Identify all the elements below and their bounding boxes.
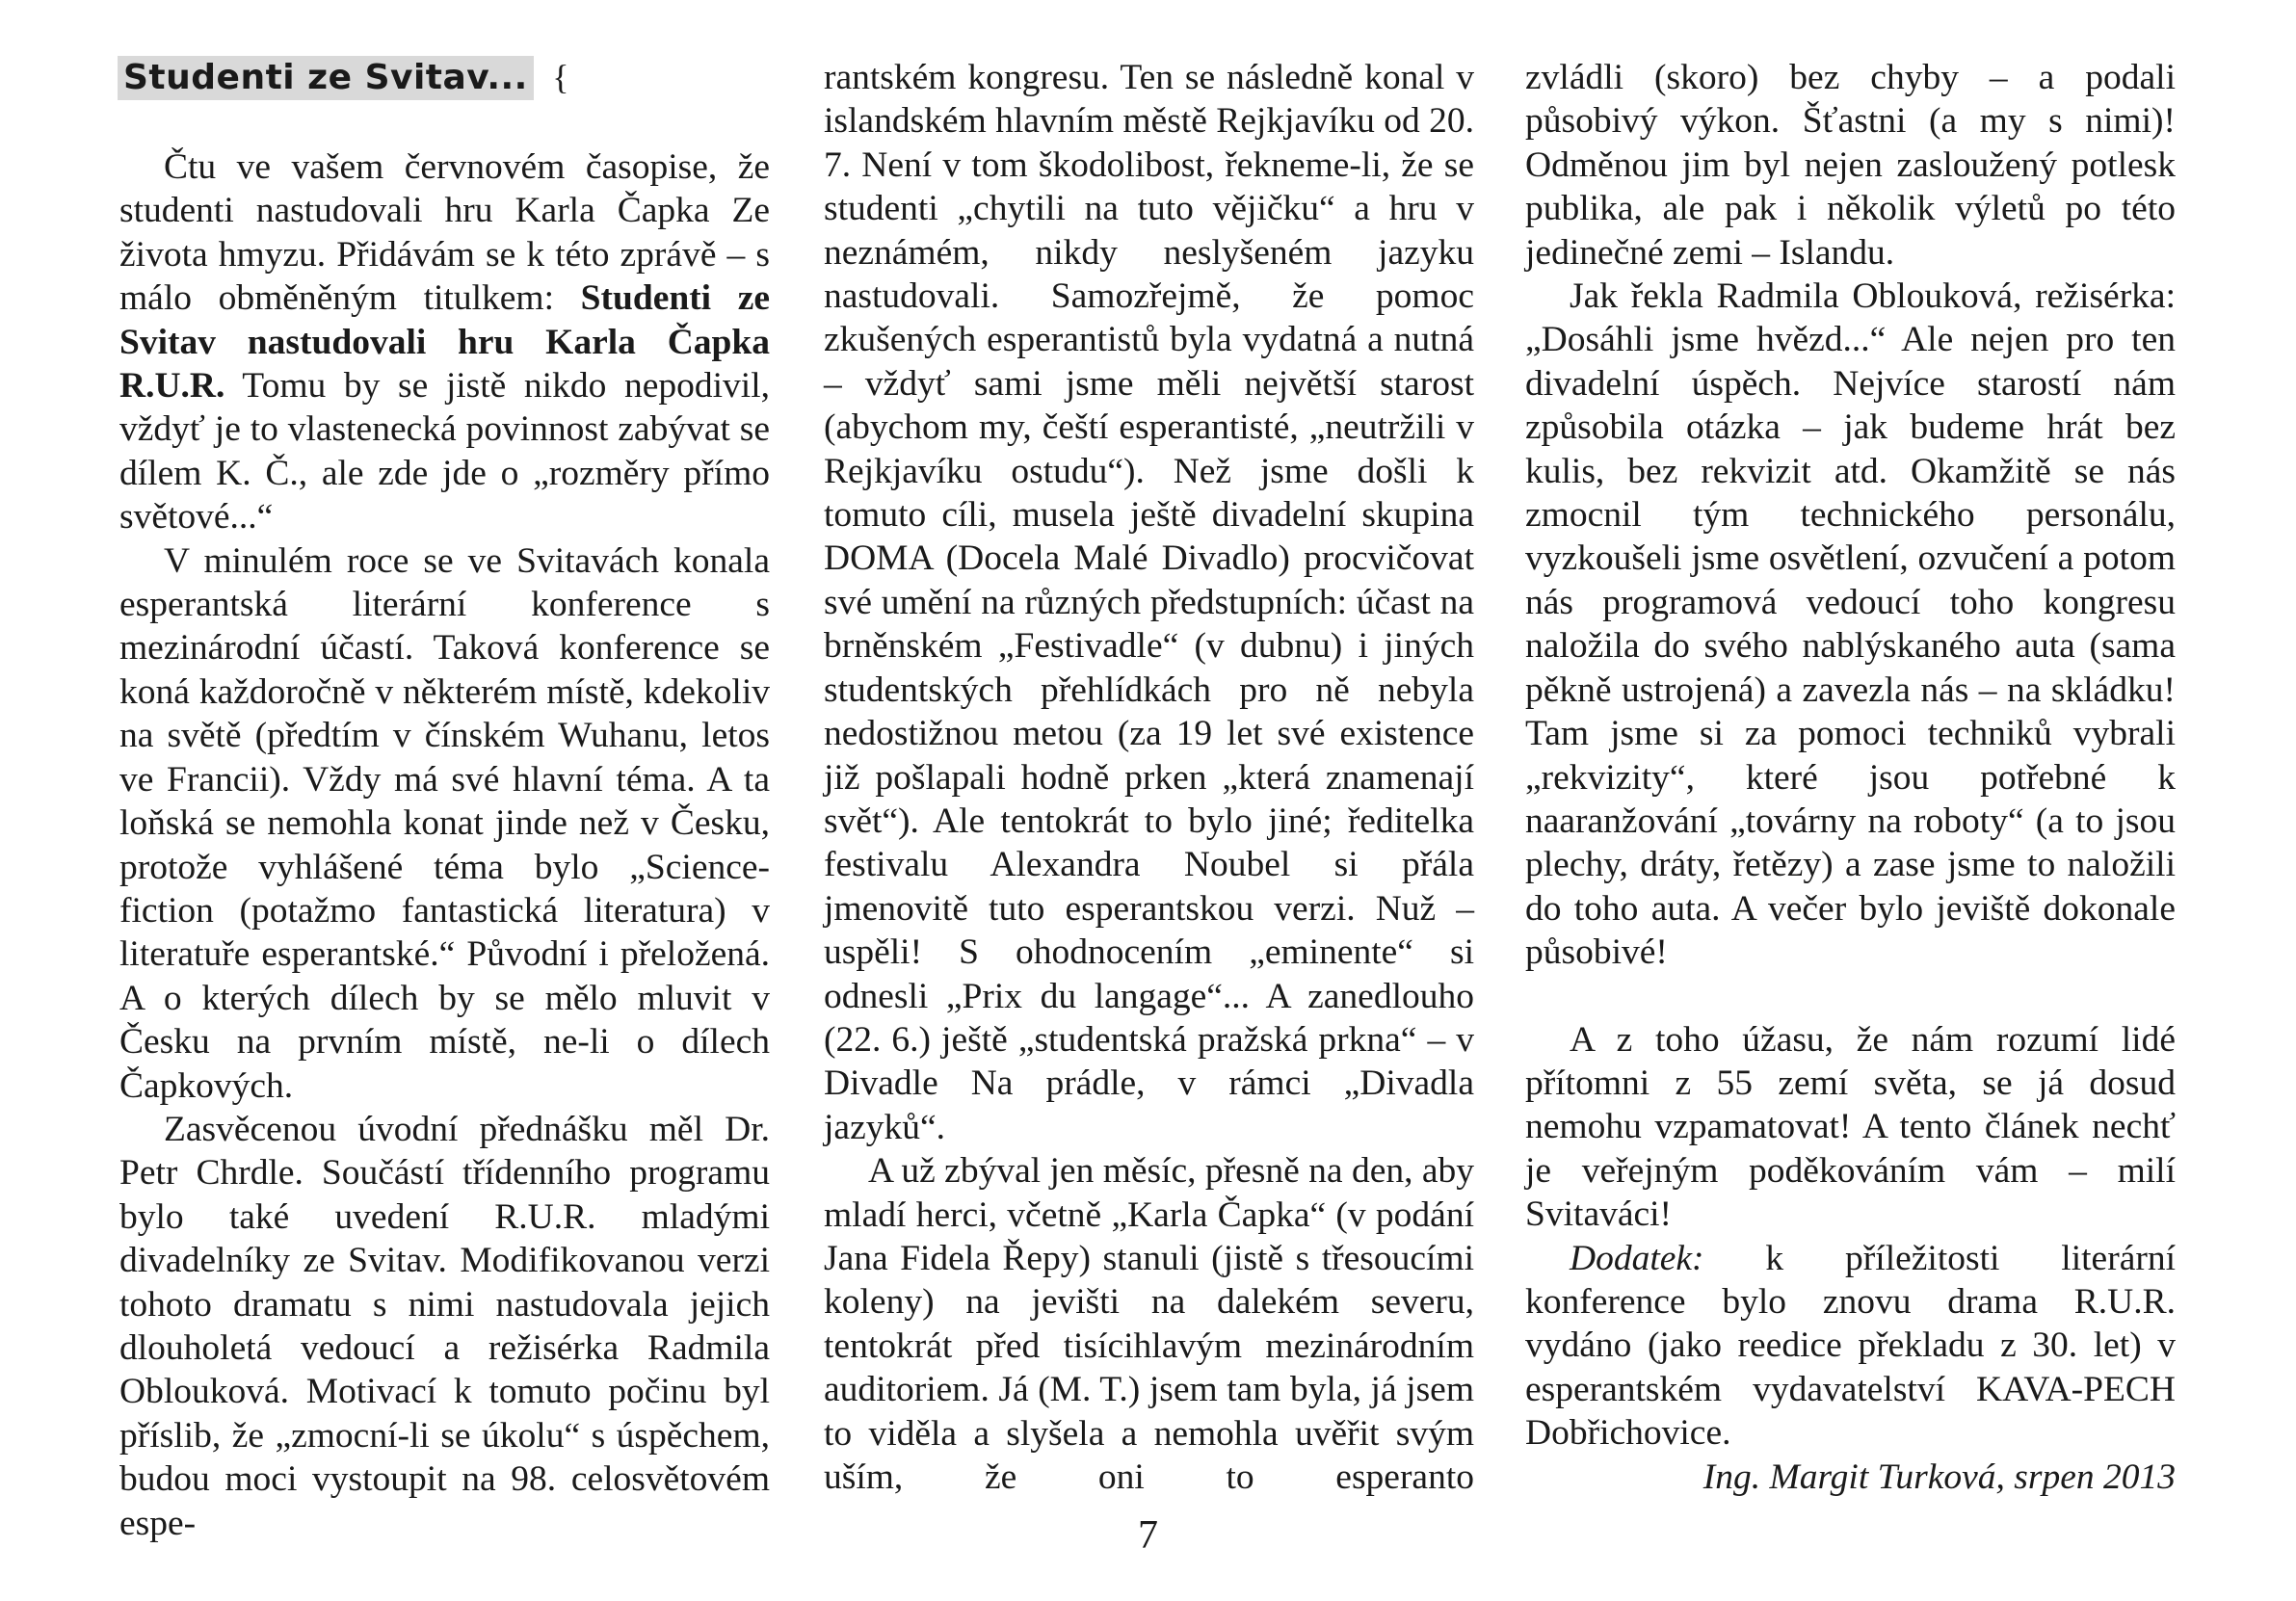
paragraph-intro <box>119 145 770 539</box>
article-column-3 <box>1525 56 2176 1499</box>
addendum-text: k příležitosti literární konference bylo znovu drama R.U.R. vydáno (jako reedice překladu z 30. let) v esperantském vydavatelství KAVA-PECH Dobřichovice. <box>1525 1238 2176 1454</box>
paragraph-congress: rantském kongresu. Ten se následně konal v islandském hlavním městě Rejkjavíku od 20. 7. Není v tom škodolibost, řekneme-li, že se studenti „chytili na tuto vějičku“ a hru v neznámém, nikdy neslyšeném jazyku nastudovali. Samozřejmě, že pomoc zkušených esperantistů byla vydatná a nutná – vždyť sami jsme měli největší starost (abychom my, čeští esperantisté, „neutržili v Rejkjavíku ostudu“). Než jsme došli k tomuto cíli, musela ještě divadelní skupina DOMA (Docela Malé Divadlo) procvičovat své umění na různých předstupních: účast na brněnském „Festivadle“ (v dubnu) i jiných studentských přehlídkách pro ně nebyla nedostižnou metou (za 19 let své existence již pošlapali hodně prken „která znamenají svět“). Ale tentokrát to bylo jiné; ředitelka festivalu Alexandra Noubel si přála jmenovitě tuto esperantskou verzi. Nuž – uspěli! S ohodnocením „eminente“ si odnesli „Prix du langage“... A zanedlouho (22. 6.) ještě „studentská pražská prkna“ – v Divadle Na prádle, v rámci „Divadla jazyků“. <box>824 58 1474 1147</box>
paragraph-gap <box>1525 975 2176 1018</box>
paragraph-lecture: Zasvěcenou úvodní přednášku měl Dr. Petr Chrdle. Součástí třídenního programu bylo také uvedení R.U.R. mladými divadelníky ze Svitav. Modifikovanou verzi tohoto dramatu s nimi nastudovala jejich dlouholetá vedoucí a režisérka Radmila Oblouková. Motivací k tomuto počinu byl příslib, že „zmocní-li se úkolu“ s úspěchem, budou moci vystoupit na 98. celosvětovém espe- <box>119 1109 770 1543</box>
paragraph-director: Jak řekla Radmila Oblouková, režisérka: „Dosáhli jsme hvězd...“ Ale nejen pro ten divadelní úspěch. Nejvíce starostí nám způsobila otázka – jak budeme hrát bez kulis, bez rekvizit atd. Okamžitě se nás zmocnil tým technického personálu, vyzkoušeli jsme osvětlení, ozvučení a potom nás programová vedoucí toho kongresu naložila do svého nablýskaného auta (sama pěkně ustrojená) a zavezla nás – na skládku! Tam jsme si za pomoci techniků vybrali „rekvizity“, které jsou potřebné k naaranžování „továrny na roboty“ (a to jsou plechy, dráty, řetězy) a zase jsme to naložili do toho auta. A večer bylo jeviště dokonale působivé! <box>1525 276 2176 973</box>
page-number: 7 <box>1138 1513 1158 1558</box>
paragraph-month: A už zbýval jen měsíc, přesně na den, aby mladí herci, včetně „Karla Čapka“ (v podání Jana Fidela Řepy) stanuli (jistě s třesoucími koleny) na jevišti na dalekém severu, tentokrát před tisícihlavým mezinárodním auditoriem. Já (M. T.) jsem tam byla, já jsem to viděla a slyšela a nemohla uvěřit svým uším, že oni to esperanto <box>824 1151 1474 1497</box>
headline-wrap <box>118 56 770 100</box>
paragraph-addendum <box>1525 1237 2176 1456</box>
paragraph-intro-text-a: Čtu ve vašem červnovém časopise, že studenti nastudovali hru Karla Čapka Ze života hmyzu. Přidávám se k této zprávě – s málo obměněným titulkem: <box>119 147 770 319</box>
article-column-2 <box>824 56 1474 1499</box>
paragraph-intro-bold: Studenti ze Svitav nastudovali hru Karla Čapka R.U.R. <box>119 278 771 407</box>
article-column-1 <box>119 56 770 1545</box>
paragraph-conference: V minulém roce se ve Svitavách konala esperantská literární konference s mezinárodní účastí. Taková konference se koná každoročně v některém místě, kdekoliv na světě (předtím v čínském Wuhanu, letos ve Francii). Vždy má své hlavní téma. A ta loňská se nemohla konat jinde než v Česku, protože vyhlášené téma bylo „Science-fiction (potažmo fantastická literatura) v literatuře esperantské.“ Původní i přeložená. A o kterých dílech by se mělo mluvit v Česku na prvním místě, ne-li o dílech Čapkových. <box>119 540 770 1106</box>
paragraph-success: zvládli (skoro) bez chyby – a podali působivý výkon. Šťastni (a my s nimi)! Odměnou jim byl nejen zasloužený potlesk publika, ale pak i několik výletů po této jedinečné zemi – Islandu. <box>1525 58 2176 273</box>
title-mark: { <box>552 58 569 96</box>
article-title: Studenti ze Svitav... <box>118 56 534 100</box>
author-signature: Ing. Margit Turková, srpen 2013 <box>1702 1457 2176 1497</box>
addendum-label: Dodatek: <box>1570 1238 1704 1278</box>
paragraph-thanks: A z toho úžasu, že nám rozumí lidé přítomni z 55 zemí světa, se já dosud nemohu vzpamatovat! A tento článek nechť je veřejným poděkováním vám – milí Svitaváci! <box>1525 1019 2176 1235</box>
paragraph-intro-text-b: Tomu by se jistě nikdo nepodivil, vždyť je to vlastenecká povinnost zabývat se dílem K. Č., ale zde jde o „rozměry přímo světové...“ <box>119 366 770 538</box>
